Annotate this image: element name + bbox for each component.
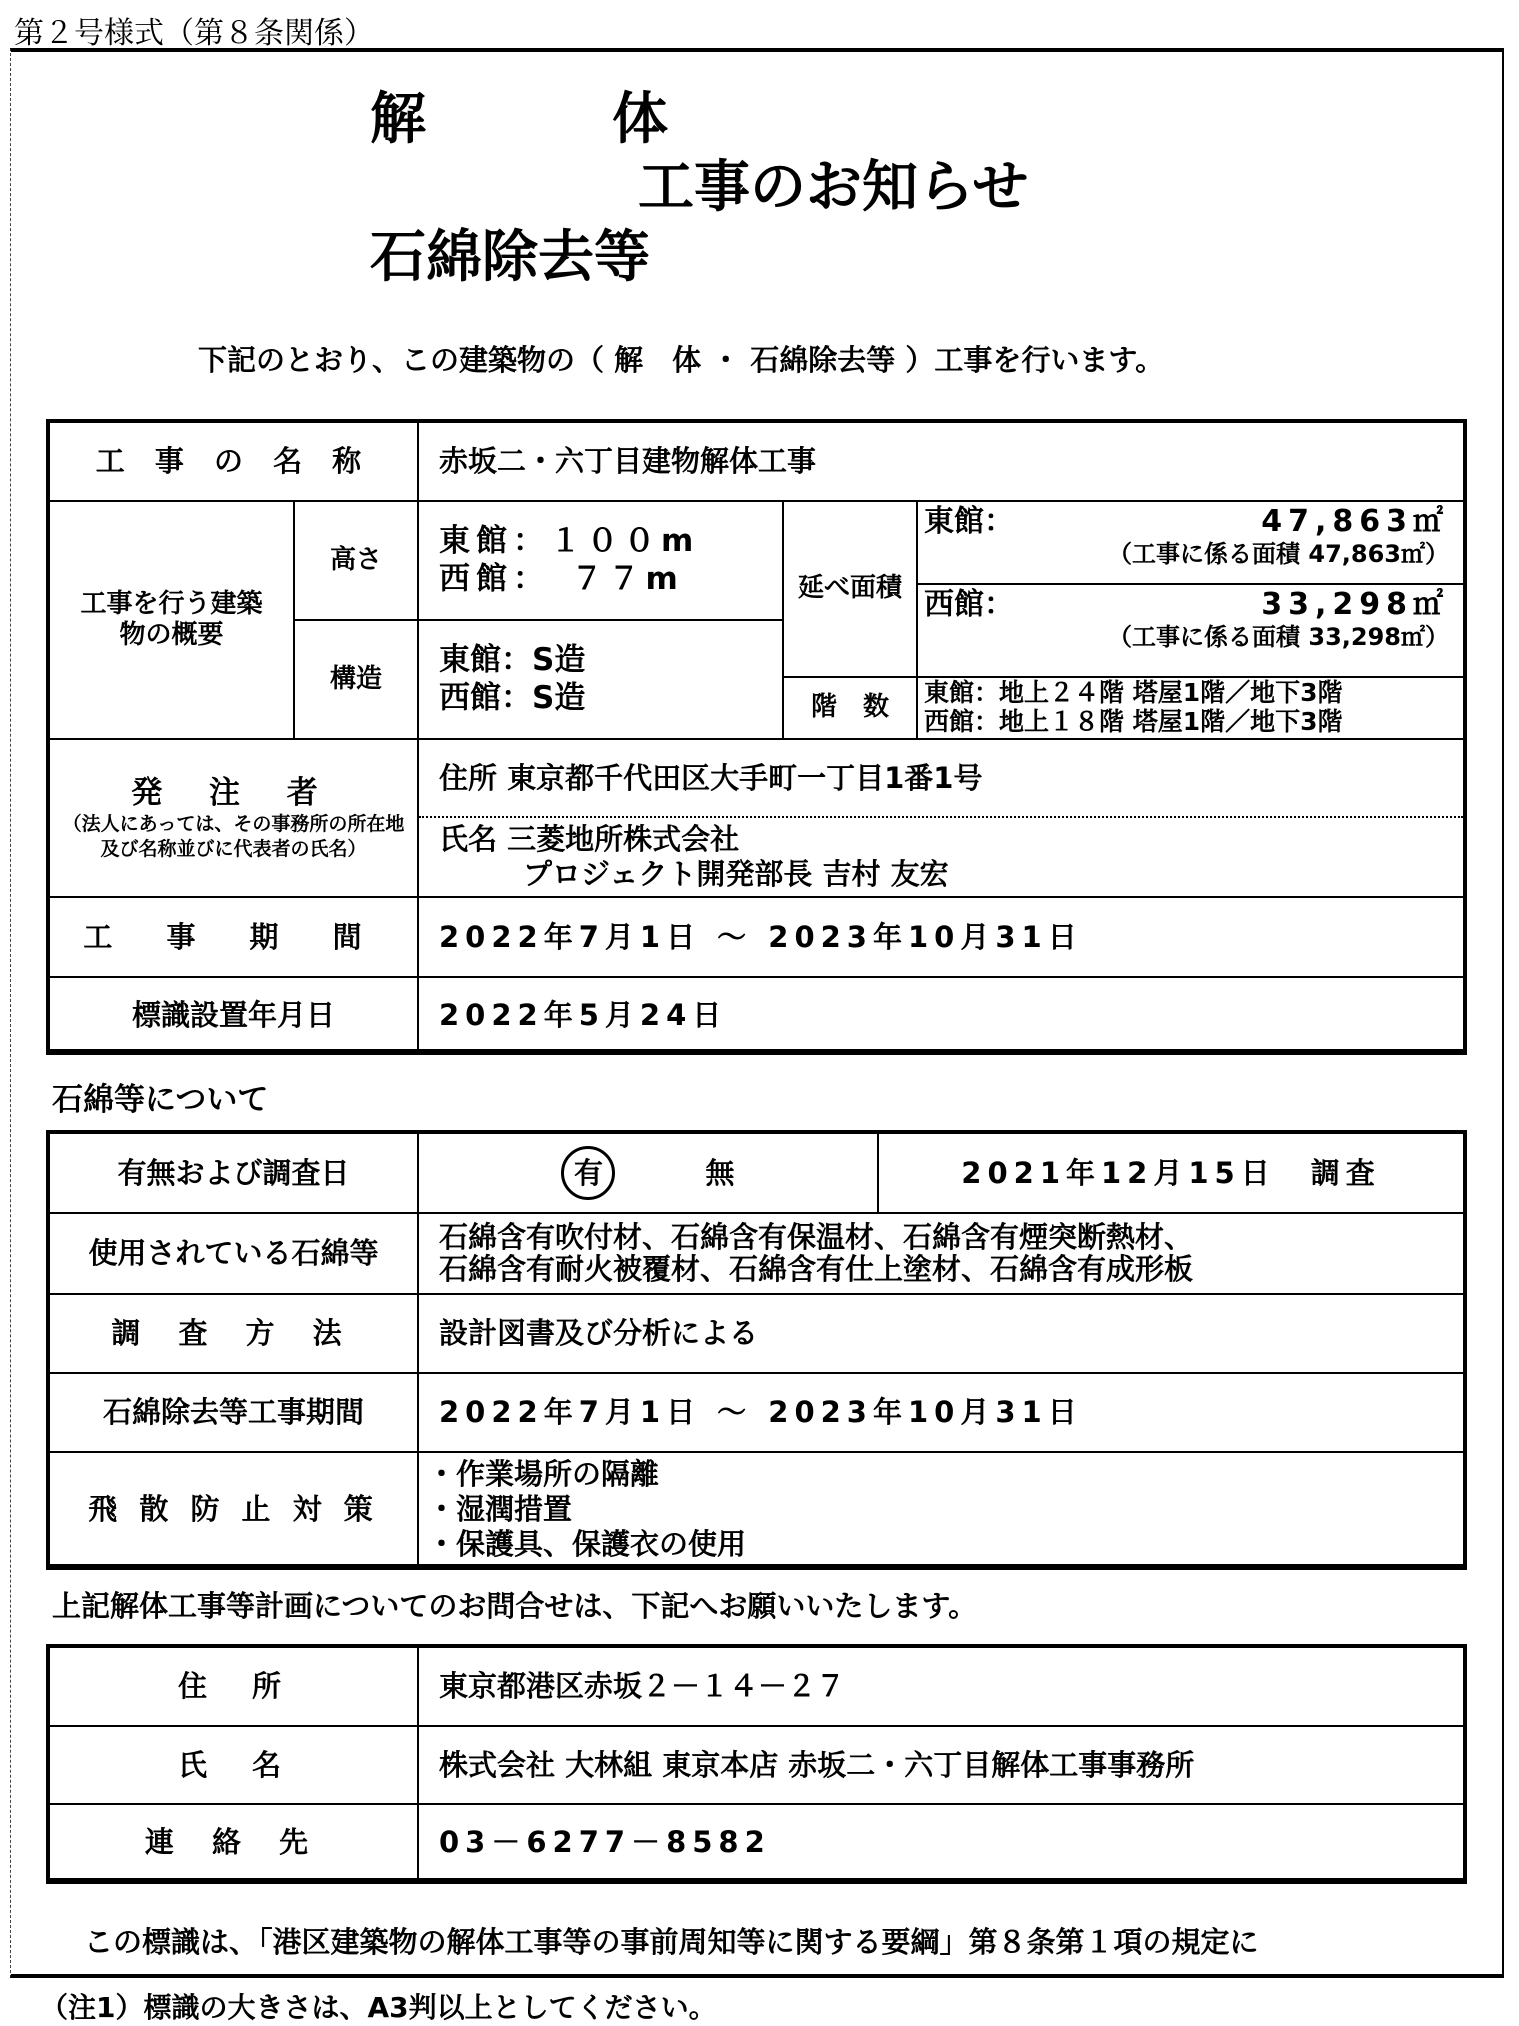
building-overview-text: 工事を行う建築物の概要	[80, 588, 263, 650]
method-label: 調 査 方 法	[48, 1293, 419, 1374]
client-address: 住所 東京都千代田区大手町一丁目1番1号	[419, 740, 1463, 818]
client-representative: プロジェクト開発部長 吉村 友宏	[523, 856, 949, 891]
floors-west: 西館：地上１８階 塔屋1階／地下3階	[924, 707, 1343, 736]
floor-area-east	[916, 500, 1465, 585]
area-east-label: 東館：	[924, 504, 1014, 539]
contact-address-label: 住 所	[48, 1646, 419, 1727]
measure-item: ・湿潤措置	[427, 1492, 573, 1527]
floors-value	[916, 676, 1465, 740]
measures-label: 飛 散 防 止 対 策	[48, 1451, 419, 1568]
presence-value	[417, 1132, 879, 1214]
measure-item: ・保護具、保護衣の使用	[427, 1526, 747, 1561]
removal-period-label: 石綿除去等工事期間	[48, 1372, 419, 1453]
area-east-sub: （工事に係る面積 47,863㎡）	[1108, 540, 1449, 568]
area-east-value: 47,863㎡	[1261, 504, 1449, 539]
footnote: （注1）標識の大きさは、A3判以上としてください。	[40, 1991, 717, 2024]
title-asbestos: 石綿除去等	[370, 225, 650, 290]
area-west-value: 33,298㎡	[1261, 587, 1449, 622]
contact-intro: 上記解体工事等計画についてのお問合せは、下記へお願いいたします。	[52, 1589, 978, 1623]
period-label: 工 事 期 間	[48, 896, 419, 978]
presence-yes-circled: 有	[561, 1146, 615, 1200]
intro-text: 下記のとおり、この建築物の（ 解 体 ・ 石綿除去等 ）工事を行います。	[198, 343, 1165, 377]
building-overview-label	[48, 500, 295, 740]
presence-no: 無	[705, 1155, 735, 1190]
materials-label: 使用されている石綿等	[48, 1212, 419, 1295]
removal-period-value: 2022年7月1日 ～ 2023年10月31日	[417, 1372, 1465, 1453]
sign-date-value: 2022年5月24日	[417, 976, 1465, 1055]
area-west-label: 西館：	[924, 587, 1014, 622]
contact-address-value: 東京都港区赤坂２－１４－２７	[417, 1646, 1465, 1727]
project-name-value: 赤坂二・六丁目建物解体工事	[417, 421, 1465, 502]
asbestos-heading: 石綿等について	[52, 1082, 269, 1118]
structure-west: 西館：S造	[439, 679, 586, 716]
form-number: 第２号様式（第８条関係）	[14, 16, 374, 51]
project-name-label: 工 事 の 名 称	[48, 421, 419, 502]
materials-value	[417, 1212, 1465, 1295]
floors-east: 東館：地上２４階 塔屋1階／地下3階	[924, 678, 1343, 708]
client-label-text: 発 注 者	[131, 774, 336, 811]
client-value	[417, 738, 1465, 898]
materials-line-2: 石綿含有耐火被覆材、石綿含有仕上塗材、石綿含有成形板	[439, 1251, 1194, 1286]
period-value: 2022年7月1日 ～ 2023年10月31日	[417, 896, 1465, 978]
contact-name-value: 株式会社 大林組 東京本店 赤坂二・六丁目解体工事事務所	[417, 1725, 1465, 1805]
measure-item: ・作業場所の隔離	[427, 1457, 660, 1492]
materials-line-1: 石綿含有吹付材、石綿含有保温材、石綿含有煙突断熱材、	[439, 1219, 1194, 1254]
floor-area-label: 延べ面積	[782, 500, 918, 678]
height-value	[417, 500, 784, 621]
title-demolition-1: 解	[370, 87, 426, 152]
sign-date-label: 標識設置年月日	[48, 976, 419, 1055]
client-name: 氏名 三菱地所株式会社	[439, 822, 740, 856]
structure-east: 東館：S造	[439, 642, 586, 679]
contact-phone-label: 連 絡 先	[48, 1803, 419, 1882]
client-label	[48, 738, 419, 898]
structure-label: 構造	[293, 619, 419, 740]
structure-value	[417, 619, 784, 740]
title-demolition-2: 体	[612, 87, 668, 152]
area-west-sub: （工事に係る面積 33,298㎡）	[1108, 623, 1449, 651]
contact-name-label: 氏 名	[48, 1725, 419, 1805]
height-label: 高さ	[293, 500, 419, 621]
height-west: 西館： ７７m	[439, 560, 684, 597]
title-notice: 工事のお知らせ	[638, 155, 1029, 220]
footer-note: この標識は、「港区建築物の解体工事等の事前周知等に関する要綱」第８条第１項の規定に	[84, 1925, 1259, 1959]
measures-value	[417, 1451, 1465, 1568]
method-value: 設計図書及び分析による	[417, 1293, 1465, 1374]
floor-area-west	[916, 583, 1465, 678]
client-note: （法人にあっては、その事務所の所在地及び名称並びに代表者の氏名）	[62, 812, 405, 860]
contact-phone-value: 03－6277－8582	[417, 1803, 1465, 1882]
survey-date: 2021年12月15日 調査	[877, 1132, 1465, 1214]
presence-label: 有無および調査日	[48, 1132, 419, 1214]
floors-label: 階 数	[782, 676, 918, 740]
height-east: 東館：１００m	[439, 523, 700, 560]
